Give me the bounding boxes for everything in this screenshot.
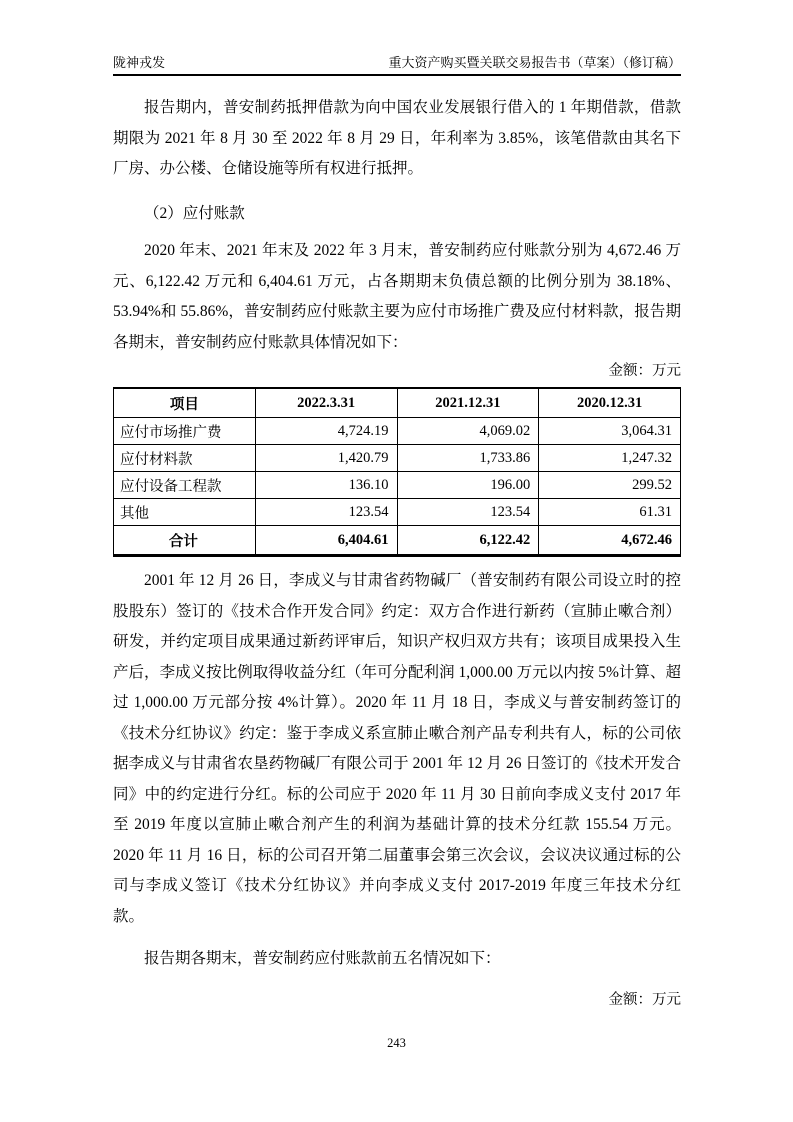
table-total-row bbox=[114, 526, 681, 556]
table-cell-value: 3,064.31 bbox=[539, 418, 681, 445]
table-cell-total-value: 6,404.61 bbox=[255, 526, 397, 556]
table-cell-value: 1,247.32 bbox=[539, 445, 681, 472]
table-cell-value: 4,069.02 bbox=[397, 418, 539, 445]
table-header-row bbox=[114, 388, 681, 418]
table-row bbox=[114, 472, 681, 499]
table-header-2022: 2022.3.31 bbox=[255, 388, 397, 418]
header-company-name: 陇神戎发 bbox=[113, 55, 166, 70]
table-cell-value: 136.10 bbox=[255, 472, 397, 499]
page-content bbox=[113, 93, 681, 1014]
table-cell-total-label: 合计 bbox=[114, 526, 256, 556]
header-report-title: 重大资产购买暨关联交易报告书（草案）（修订稿） bbox=[388, 55, 681, 70]
table-header-2020: 2020.12.31 bbox=[539, 388, 681, 418]
section-heading-accounts-payable: （2）应付账款 bbox=[144, 204, 245, 222]
table-header-item: 项目 bbox=[114, 388, 256, 418]
table-cell-value: 196.00 bbox=[397, 472, 539, 499]
table-cell-value: 61.31 bbox=[539, 499, 681, 526]
paragraph-top-five-payables-intro: 报告期各期末，普安制药应付账款前五名情况如下： bbox=[144, 950, 501, 967]
paragraph-technology-dividend-agreement: 2001 年 12 月 26 日，李成义与甘肃省药物碱厂（普安制药有限公司设立时的控股股东）签订的《技术合作开发合同》约定：双方合作进行新药（宣肺止嗽合剂）研发，并约定项目成果通过新药评审后，知识产权归双方共有；该项目成果投入生产后，李成义按比例取得收益分红（年可分配利润 1,000.00 万元以内按 5%计算、超过 1,000.00 万元部分按 4%计算）。2020 年 11 月 18 日，李成义与普安制药签订的《技术分红协议》约定：鉴于李成义系宣肺止嗽合剂产品专利共有人，标的公司依据李成义与甘肃省农垦药物碱厂有限公司于 2001 年 12 月 26 日签订的《技术开发合同》中的约定进行分红。标的公司应于 2020 年 11 月 30 日前向李成义支付 2017 年至 2019 年度以宣肺止嗽合剂产生的利润为基础计算的技术分红款 155.54 万元。2020 年 11 月 16 日，标的公司召开第二届董事会第三次会议，会议决议通过标的公司与李成义签订《技术分红协议》并向李成义支付 2017-2019 年度三年技术分红款。 bbox=[113, 572, 681, 925]
table-cell-item: 其他 bbox=[114, 499, 256, 526]
table-unit-label-1: 金额：万元 bbox=[608, 363, 681, 379]
table-row bbox=[114, 418, 681, 445]
table-cell-value: 299.52 bbox=[539, 472, 681, 499]
accounts-payable-table bbox=[113, 387, 681, 557]
table-cell-value: 4,724.19 bbox=[255, 418, 397, 445]
table-unit-label-2: 金额：万元 bbox=[608, 991, 681, 1008]
table-cell-item: 应付材料款 bbox=[114, 445, 256, 472]
table-cell-value: 123.54 bbox=[255, 499, 397, 526]
table-cell-total-value: 4,672.46 bbox=[539, 526, 681, 556]
table-cell-value: 123.54 bbox=[397, 499, 539, 526]
table-row bbox=[114, 499, 681, 526]
paragraph-accounts-payable-summary: 2020 年末、2021 年末及 2022 年 3 月末，普安制药应付账款分别为 4,672.46 万元、6,122.42 万元和 6,404.61 万元，占各期期末负债总额的比例分别为 38.18%、53.94%和 55.86%，普安制药应付账款主要为应付市场推广费及应付材料款，报告期各期末，普安制药应付账款具体情况如下： bbox=[113, 242, 681, 351]
table-cell-total-value: 6,122.42 bbox=[397, 526, 539, 556]
table-cell-value: 1,420.79 bbox=[255, 445, 397, 472]
table-row bbox=[114, 445, 681, 472]
paragraph-mortgage-loan: 报告期内，普安制药抵押借款为向中国农业发展银行借入的 1 年期借款，借款期限为 2021 年 8 月 30 至 2022 年 8 月 29 日，年利率为 3.85%，该笔借款由其名下厂房、办公楼、仓储设施等所有权进行抵押。 bbox=[113, 99, 681, 177]
page-header bbox=[113, 52, 681, 76]
table-cell-item: 应付设备工程款 bbox=[114, 472, 256, 499]
table-cell-item: 应付市场推广费 bbox=[114, 418, 256, 445]
table-cell-value: 1,733.86 bbox=[397, 445, 539, 472]
page-footer bbox=[0, 1036, 793, 1051]
page-number: 243 bbox=[387, 1036, 406, 1050]
table-header-2021: 2021.12.31 bbox=[397, 388, 539, 418]
